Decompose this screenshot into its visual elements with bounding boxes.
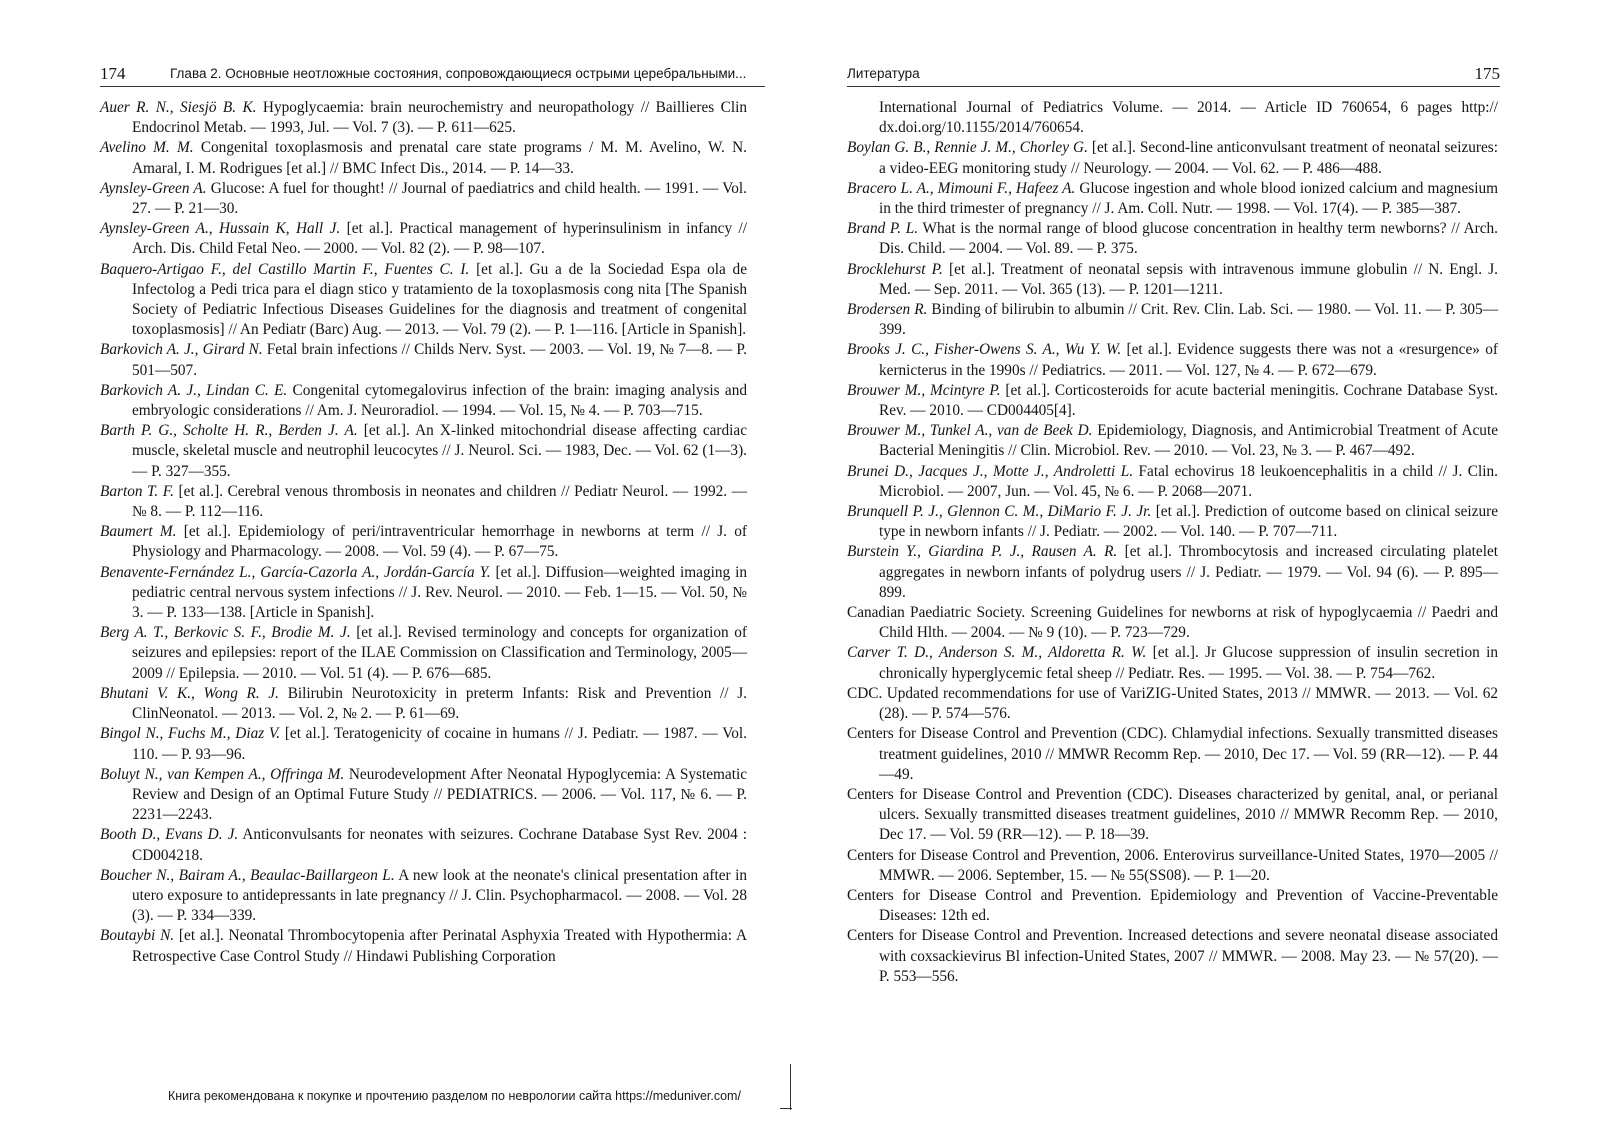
reference-entry bbox=[100, 421, 747, 482]
reference-entry bbox=[847, 219, 1498, 259]
reference-text: [et al.]. Practical management of hyperinsulinism in infancy // Arch. Dis. Child Fetal Neo. — 2000. — Vol. 82 (2). — P. 98—107. bbox=[132, 220, 747, 258]
reference-authors: Baumert M. bbox=[100, 523, 177, 541]
reference-authors: Brooks J. C., Fisher-Owens S. A., Wu Y. W. bbox=[847, 341, 1122, 359]
reference-authors: Aynsley-Green A., Hussain K, Hall J. bbox=[100, 220, 341, 238]
reference-entry bbox=[847, 846, 1498, 886]
reference-items bbox=[847, 138, 1498, 987]
reference-authors: Carver T. D., Anderson S. M., Aldoretta R. W. bbox=[847, 644, 1147, 662]
reference-entry bbox=[847, 643, 1498, 683]
reference-entry bbox=[100, 522, 747, 562]
reference-text: Centers for Disease Control and Prevention. Increased detections and severe neonatal disease associated with coxsackievirus Bl infection-United States, 2007 // MMWR. — 2008. May 23. — № 57(20). — P. 553—556. bbox=[847, 927, 1498, 985]
reference-entry bbox=[100, 866, 747, 927]
reference-authors: Brouwer M., Mcintyre P. bbox=[847, 381, 1001, 399]
reference-text: What is the normal range of blood glucose concentration in healthy term newborns? // Arch. Dis. Child. — 2004. — Vol. 89. — P. 375. bbox=[879, 220, 1498, 258]
running-title: Литература bbox=[847, 66, 920, 81]
reference-authors: Aynsley-Green A. bbox=[100, 179, 207, 197]
reference-authors: Brocklehurst P. bbox=[847, 260, 943, 278]
footer-note: Книга рекомендована к покупке и прочтению разделом по неврологии сайта https://meduniver.com/ bbox=[168, 1089, 741, 1103]
reference-authors: Bracero L. A., Mimouni F., Hafeez A. bbox=[847, 179, 1076, 197]
reference-text: [et al.]. Thrombocytosis and increased circulating platelet aggregates in newborn infants of polydrug users // J. Pediatr. — 1979. — Vol. 94 (6). — P. 895—899. bbox=[879, 543, 1499, 601]
reference-list bbox=[847, 98, 1498, 987]
left-page-header bbox=[100, 64, 765, 87]
reference-text: [et al.]. An X-linked mitochondrial disease affecting cardiac muscle, skeletal muscle and neutrophil leucocytes // J. Neurol. Sci. — 1983, Dec. — Vol. 62 (1—3). — P. 327—355. bbox=[132, 422, 747, 480]
reference-authors: Bingol N., Fuchs M., Diaz V. bbox=[100, 725, 281, 743]
reference-authors: Boluyt N., van Kempen A., Offringa M. bbox=[100, 765, 345, 783]
reference-text: [et al.]. Diffusion—weighted imaging in pediatric central nervous system infections // J. Rev. Neurol. — 2010. — Feb. 1—15. — Vol. 50, № 3. — P. 133—138. [Article in Spanish]. bbox=[132, 563, 748, 622]
reference-entry bbox=[847, 381, 1498, 421]
reference-text: A new look at the neonate's clinical presentation after in utero exposure to antidepressants in late pregnancy // J. Clin. Psychopharmacol. — 2008. — Vol. 28 (3). — P. 334—339. bbox=[132, 866, 747, 925]
reference-authors: Benavente-Fernández L., García-Cazorla A., Jordán-García Y. bbox=[100, 563, 491, 581]
reference-text: [et al.]. Treatment of neonatal sepsis with intravenous immune globulin // N. Engl. J. Med. — Sep. 2011. — Vol. 365 (13). — P. 1201—1211. bbox=[879, 260, 1498, 298]
reference-authors: Brand P. L. bbox=[847, 220, 919, 238]
reference-list bbox=[100, 98, 747, 967]
reference-text: [et al.]. Epidemiology of peri/intraventricular hemorrhage in newborns at term // J. of Physiology and Pharmacology. — 2008. — Vol. 59 (4). — P. 67—75. bbox=[132, 523, 747, 561]
reference-entry bbox=[100, 684, 747, 724]
reference-authors: Bhutani V. K., Wong R. J. bbox=[100, 684, 280, 702]
reference-entry bbox=[847, 542, 1498, 603]
reference-text: Bilirubin Neurotoxicity in preterm Infants: Risk and Prevention // J. ClinNeonatol. — 2013. — Vol. 2, № 2. — P. 61—69. bbox=[132, 684, 748, 723]
reference-entry bbox=[847, 138, 1498, 178]
reference-entry bbox=[847, 300, 1498, 340]
reference-text: Epidemiology, Diagnosis, and Antimicrobial Treatment of Acute Bacterial Meningitis // Clin. Microbiol. Rev. — 2010. — Vol. 23, № 3. — P. 467—492. bbox=[879, 422, 1498, 460]
reference-entry bbox=[100, 623, 747, 684]
reference-entry bbox=[100, 724, 747, 764]
crop-mark bbox=[780, 1108, 792, 1109]
reference-entry bbox=[847, 684, 1498, 724]
reference-authors: Barth P. G., Scholte H. R., Berden J. A. bbox=[100, 422, 358, 440]
reference-entry bbox=[847, 502, 1498, 542]
right-page-header bbox=[847, 64, 1500, 87]
reference-authors: Auer R. N., Siesjö B. K. bbox=[100, 99, 257, 116]
reference-authors: Brunquell P. J., Glennon C. M., DiMario F. J. Jr. bbox=[847, 503, 1152, 521]
reference-text: CDC. Updated recommendations for use of VariZIG-United States, 2013 // MMWR. — 2013. — Vol. 62 (28). — P. 574—576. bbox=[847, 684, 1498, 723]
reference-text: Canadian Paediatric Society. Screening Guidelines for newborns at risk of hypoglycaemia // Paedri and Child Hlth. — 2004. — № 9 (10). — P. 723—729. bbox=[847, 604, 1498, 642]
reference-text: Congenital toxoplasmosis and prenatal care state programs / M. M. Avelino, W. N. Amaral, I. M. Rodrigues [et al.] // BMC Infect Dis., 2014. — P. 14—33. bbox=[132, 139, 747, 177]
reference-text: Neurodevelopment After Neonatal Hypoglycemia: A Systematic Review and Design of an Optimal Future Study // PEDIATRICS. — 2006. — Vol. 117, № 6. — P. 2231—2243. bbox=[132, 765, 747, 824]
reference-text: Centers for Disease Control and Prevention, 2006. Enterovirus surveillance-United States, 1970—2005 // MMWR. — 2006. September, 15. — № 55(SS08). — P. 1—20. bbox=[847, 846, 1498, 884]
reference-entry bbox=[100, 260, 747, 341]
reference-text: [et al.]. Evidence suggests there was not a «resurgence» of kernicterus in the 1990s // Pediatrics. — 2011. — Vol. 127, № 4. — P. 672—679. bbox=[879, 341, 1498, 379]
reference-text: Glucose: A fuel for thought! // Journal of paediatrics and child health. — 1991. — Vol. 27. — P. 21—30. bbox=[132, 179, 747, 218]
reference-authors: Brodersen R. bbox=[847, 301, 928, 319]
reference-entry bbox=[847, 179, 1498, 219]
reference-text: [et al.]. Jr Glucose suppression of insulin secretion in chronically hyperglycemic fetal sheep // Pediatr. Res. — 1995. — Vol. 38. — P. 754—762. bbox=[879, 644, 1498, 682]
reference-text: [et al.]. Neonatal Thrombocytopenia after Perinatal Asphyxia Treated with Hypothermia: A Retrospective Case Control Study // Hindawi Publishing Corporation bbox=[132, 927, 747, 965]
reference-authors: Booth D., Evans D. J. bbox=[100, 826, 239, 844]
reference-entry bbox=[100, 340, 747, 380]
reference-text: Fetal brain infections // Childs Nerv. Syst. — 2003. — Vol. 19, № 7—8. — P. 501—507. bbox=[132, 341, 748, 379]
reference-entry bbox=[847, 724, 1498, 785]
reference-continuation: International Journal of Pediatrics Volume. — 2014. — Article ID 760654, 6 pages http:// dx.doi.org/10.1155/2014/760654. bbox=[879, 99, 1498, 137]
reference-text: Fatal echovirus 18 leukoencephalitis in a child // J. Clin. Microbiol. — 2007, Jun. — Vol. 45, № 6. — P. 2068—2071. bbox=[879, 462, 1498, 500]
reference-entry bbox=[100, 219, 747, 259]
reference-text: Anticonvulsants for neonates with seizures. Cochrane Database Syst Rev. 2004 : CD004218. bbox=[132, 826, 748, 864]
reference-authors: Barkovich A. J., Girard N. bbox=[100, 341, 263, 359]
reference-authors: Barton T. F. bbox=[100, 482, 174, 500]
reference-entry bbox=[847, 926, 1498, 987]
reference-authors: Burstein Y., Giardina P. J., Rausen A. R. bbox=[847, 543, 1118, 561]
reference-text: [et al.]. Revised terminology and concepts for organization of seizures and epilepsies: report of the ILAE Commission on Classification and Terminology, 2005—2009 // Epilepsia. — 2010. — Vol. 51 (4). — P. 676—685. bbox=[132, 624, 747, 682]
reference-entry bbox=[100, 825, 747, 865]
reference-text: Congenital cytomegalovirus infection of the brain: imaging analysis and embryologic considerations // Am. J. Neuroradiol. — 1994. — Vol. 15, № 4. — P. 703—715. bbox=[132, 381, 748, 420]
reference-authors: Brouwer M., Tunkel A., van de Beek D. bbox=[847, 422, 1093, 440]
reference-text: Binding of bilirubin to albumin // Crit. Rev. Clin. Lab. Sci. — 1980. — Vol. 11. — P. 305—399. bbox=[879, 301, 1498, 339]
reference-authors: Brunei D., Jacques J., Motte J., Androletti L. bbox=[847, 462, 1134, 480]
reference-authors: Boucher N., Bairam A., Beaulac-Baillargeon L. bbox=[100, 866, 395, 884]
page-number: 175 bbox=[1474, 64, 1500, 83]
reference-entry bbox=[847, 603, 1498, 643]
reference-entry bbox=[847, 462, 1498, 502]
reference-authors: Barkovich A. J., Lindan C. E. bbox=[100, 381, 288, 399]
reference-entry bbox=[100, 482, 747, 522]
reference-authors: Berg A. T., Berkovic S. F., Brodie M. J. bbox=[100, 624, 351, 642]
reference-text: [et al.]. Teratogenicity of cocaine in humans // J. Pediatr. — 1987. — Vol. 110. — P. 93—96. bbox=[132, 725, 747, 763]
reference-text: Centers for Disease Control and Prevention. Epidemiology and Prevention of Vaccine-Preventable Diseases: 12th ed. bbox=[847, 886, 1498, 925]
reference-text: Glucose ingestion and whole blood ionized calcium and magnesium in the third trimester of pregnancy // J. Am. Coll. Nutr. — 1998. — Vol. 17(4). — P. 385—387. bbox=[879, 179, 1498, 218]
running-title: Глава 2. Основные неотложные состояния, сопровождающиеся острыми церебральными... bbox=[170, 66, 747, 81]
reference-authors: Avelino M. M. bbox=[100, 139, 194, 157]
reference-authors: Boylan G. B., Rennie J. M., Chorley G. bbox=[847, 139, 1088, 157]
reference-entry bbox=[100, 98, 747, 138]
crop-mark bbox=[790, 1064, 791, 1110]
reference-entry bbox=[100, 138, 747, 178]
reference-entry bbox=[100, 381, 747, 421]
reference-text: [et al.]. Corticosteroids for acute bacterial meningitis. Cochrane Database Syst. Rev. — 2010. — CD004405[4]. bbox=[879, 381, 1498, 420]
reference-text: Hypoglycaemia: brain neurochemistry and neuropathology // Baillieres Clin Endocrinol Metab. — 1993, Jul. — Vol. 7 (3). — P. 611—625. bbox=[132, 99, 747, 137]
reference-text: [et al.]. Cerebral venous thrombosis in neonates and children // Pediatr Neurol. — 1992. — № 8. — P. 112—116. bbox=[132, 482, 747, 521]
reference-text: [et al.]. Second-line anticonvulsant treatment of neonatal seizures: a video-EEG monitoring study // Neurology. — 2004. — Vol. 62. — P. 486—488. bbox=[879, 139, 1498, 177]
reference-text: [et al.]. Gu a de la Sociedad Espa ola de Infectolog a Pedi trica para el diagn stico y tratamiento de la toxoplasmosis cong nita [The Spanish Society of Pediatric Infectious Diseases Guidelines for the diagnosis and treatment of congenital toxoplasmosis] // An Pediatr (Barc) Aug. — 2013. — Vol. 79 (2). — P. 1—116. [Article in Spanish]. bbox=[132, 260, 747, 339]
reference-entry bbox=[100, 563, 747, 624]
reference-authors: Boutaybi N. bbox=[100, 927, 175, 945]
reference-text: [et al.]. Prediction of outcome based on clinical seizure type in newborn infants // J. Pediatr. — 2002. — Vol. 140. — P. 707—711. bbox=[879, 503, 1498, 541]
reference-entry bbox=[847, 785, 1498, 846]
reference-entry bbox=[847, 886, 1498, 926]
reference-authors: Baquero-Artigao F., del Castillo Martin F., Fuentes C. I. bbox=[100, 260, 470, 278]
reference-entry bbox=[100, 179, 747, 219]
reference-text: Centers for Disease Control and Prevention (CDC). Diseases characterized by genital, anal, or perianal ulcers. Sexually transmitted diseases treatment guidelines, 2010 // MMWR Recomm Rep. — 2010, Dec 17. — Vol. 59 (RR—12). — P. 18—39. bbox=[847, 785, 1498, 844]
reference-entry bbox=[847, 421, 1498, 461]
reference-entry bbox=[847, 260, 1498, 300]
reference-entry bbox=[100, 926, 747, 966]
page-number: 174 bbox=[100, 64, 126, 83]
reference-entry bbox=[100, 765, 747, 826]
reference-entry bbox=[847, 340, 1498, 380]
reference-text: Centers for Disease Control and Prevention (CDC). Chlamydial infections. Sexually transmitted diseases treatment guidelines, 2010 // MMWR Recomm Rep. — 2010, Dec 17. — Vol. 59 (RR—12). — P. 44—49. bbox=[847, 725, 1498, 783]
